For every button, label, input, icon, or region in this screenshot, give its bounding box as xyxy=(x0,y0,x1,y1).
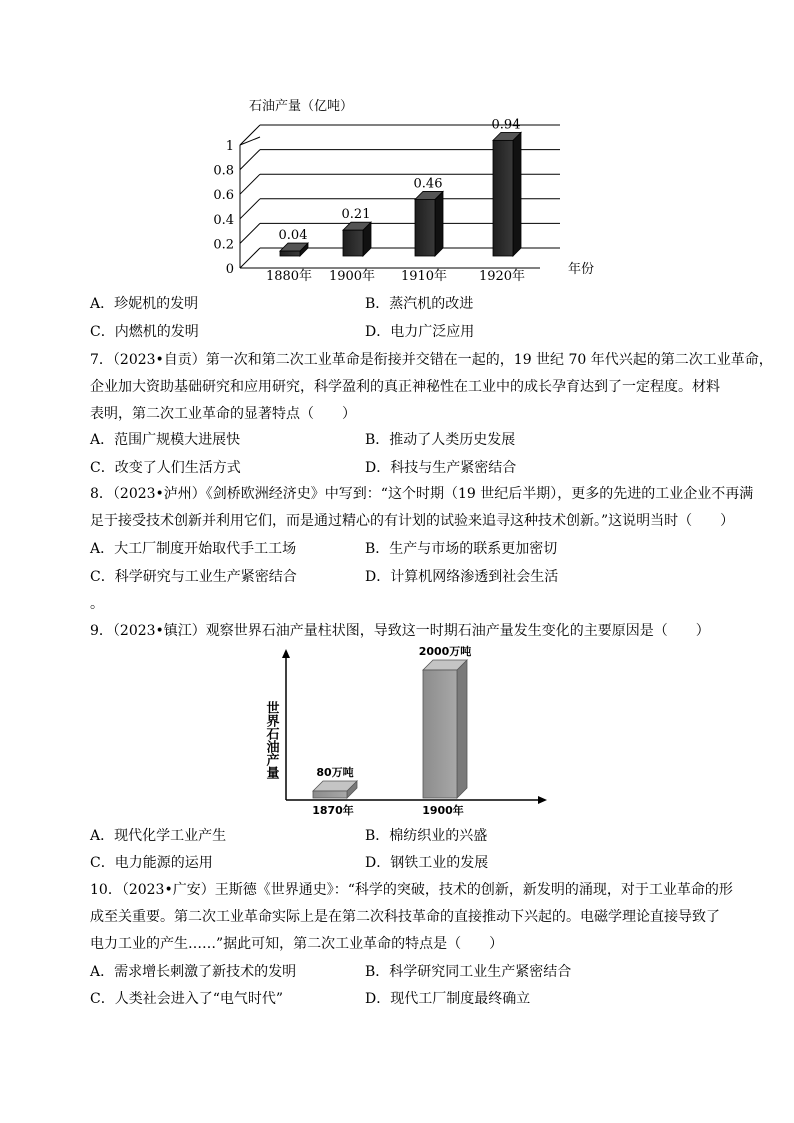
q8-option-c[interactable]: C．科学研究与工业生产紧密结合 xyxy=(90,569,297,585)
q7-option-a[interactable]: A．范围广规模大进展快 xyxy=(90,432,241,448)
chart1-gridline-depth xyxy=(240,150,260,170)
chart2-bar xyxy=(313,781,357,798)
chart1-xlabel: 年份 xyxy=(568,262,595,277)
q10-option-a[interactable]: A．需求增长刺激了新技术的发明 xyxy=(90,964,297,980)
q7-stem-line-3: 表明，第二次工业革命的显著特点（ ） xyxy=(90,406,356,422)
q9-option-d[interactable]: D．钢铁工业的发展 xyxy=(365,855,489,871)
chart1-bar xyxy=(493,132,521,256)
q10-option-b[interactable]: B．科学研究同工业生产紧密结合 xyxy=(365,964,572,980)
chart1-bar xyxy=(343,222,371,256)
q8-option-a[interactable]: A．大工厂制度开始取代手工工场 xyxy=(90,541,297,557)
chart1-value-label: 0.04 xyxy=(278,228,308,244)
chart1-gridline-depth xyxy=(240,199,260,219)
chart1-ytick-label: 0.8 xyxy=(213,163,234,179)
q10-stem-line-1: 10．（2023•广安）王斯德《世界通史》：“科学的突破，技术的创新，新发明的涌现，对于工业革命的形 xyxy=(90,882,733,898)
chart1-bar-front xyxy=(493,140,513,256)
q7-stem-line-1: 7．（2023•自贡）第一次和第二次工业革命是衔接并交错在一起的，19 世纪 70 年代兴起的第二次工业革命， xyxy=(90,352,773,368)
oil-output-chart xyxy=(200,88,620,293)
chart1-ytick-label: 0.2 xyxy=(213,237,234,253)
chart2-y-axis-arrow xyxy=(282,649,290,658)
q10-stem-line-2: 成至关重要。第二次工业革命实际上是在第二次科技革命的直接推动下兴起的。电磁学理论直接导致了 xyxy=(90,909,720,925)
chart2-ylabel: 世界石油产量 xyxy=(263,701,279,779)
q6-option-b[interactable]: B．蒸汽机的改进 xyxy=(365,296,474,312)
chart1-bar-front xyxy=(343,230,363,256)
q9-stem-line-1: 9．（2023•镇江）观察世界石油产量柱状图，导致这一时期石油产量发生变化的主要原因是（ ） xyxy=(90,623,710,639)
chart1-bar xyxy=(415,191,443,256)
q9-option-b[interactable]: B．棉纺织业的兴盛 xyxy=(365,828,488,844)
chart1-ytick-label: 0.4 xyxy=(213,212,234,228)
chart1-bar-front xyxy=(280,251,300,256)
q7-stem-line-2: 企业加大资助基础研究和应用研究，科学盈利的真正神秘性在工业中的成长孕育达到了一定程度。材料 xyxy=(90,379,720,395)
q7-option-b[interactable]: B．推动了人类历史发展 xyxy=(365,432,516,448)
q8-stem-line-1: 8．（2023•泸州）《剑桥欧洲经济史》中写到：“这个时期（19 世纪后半期），更多的先进的工业企业不再满 xyxy=(90,486,754,502)
q8-trailing-mark: 。 xyxy=(90,596,104,612)
q10-option-c[interactable]: C．人类社会进入了“电气时代” xyxy=(90,991,284,1007)
chart2-bar-side xyxy=(457,660,467,798)
q10-stem-line-3: 电力工业的产生……”据此可知，第二次工业革命的特点是（ ） xyxy=(90,936,504,952)
chart1-bar-side xyxy=(513,132,521,256)
chart2-xtick-label: 1870年 xyxy=(312,804,354,817)
q9-option-a[interactable]: A．现代化学工业产生 xyxy=(90,828,227,844)
q8-option-b[interactable]: B．生产与市场的联系更加密切 xyxy=(365,541,558,557)
chart2-x-axis-arrow xyxy=(538,796,547,804)
q7-option-d[interactable]: D．科技与生产紧密结合 xyxy=(365,460,517,476)
chart1-bar xyxy=(280,243,308,256)
chart1-ytick-label: 0.6 xyxy=(213,188,234,204)
chart1-ylabel: 石油产量（亿吨） xyxy=(249,99,354,114)
q7-option-c[interactable]: C．改变了人们生活方式 xyxy=(90,460,241,476)
chart2-bar-front xyxy=(423,670,457,798)
chart1-xtick-label: 1910年 xyxy=(400,269,448,284)
chart1-bar-front xyxy=(415,199,435,256)
q6-option-a[interactable]: A．珍妮机的发明 xyxy=(90,296,199,312)
chart1-gridline-depth xyxy=(240,174,260,194)
chart2-value-label: 2000万吨 xyxy=(418,645,472,658)
world-oil-output-chart xyxy=(255,645,555,820)
q8-option-d[interactable]: D．计算机网络渗透到社会生活 xyxy=(365,569,559,585)
q8-stem-line-2: 足于接受技术创新并利用它们，而是通过精心的有计划的试验来追寻这种技术创新。”这说明当时（ ） xyxy=(90,513,735,529)
chart1-ytick-label: 1 xyxy=(225,139,234,154)
chart2-value-label: 80万吨 xyxy=(316,766,354,779)
chart1-value-label: 0.94 xyxy=(491,117,521,133)
chart1-gridline-depth xyxy=(240,125,260,145)
chart1-left-wall-top xyxy=(240,137,260,145)
chart2-bar-front xyxy=(313,791,347,798)
chart1-bar-side xyxy=(435,191,443,256)
chart1-value-label: 0.21 xyxy=(341,207,371,223)
q10-option-d[interactable]: D．现代工厂制度最终确立 xyxy=(365,991,531,1007)
chart1-gridline-depth xyxy=(240,223,260,243)
chart2-bar xyxy=(423,660,467,798)
chart1-xtick-label: 1900年 xyxy=(328,269,376,284)
chart1-xtick-label: 1880年 xyxy=(265,269,313,284)
chart1-xtick-label: 1920年 xyxy=(478,269,526,284)
chart1-value-label: 0.46 xyxy=(413,176,443,192)
chart2-xtick-label: 1900年 xyxy=(422,804,464,817)
q6-option-c[interactable]: C．内燃机的发明 xyxy=(90,324,199,340)
q6-option-d[interactable]: D．电力广泛应用 xyxy=(365,324,475,340)
q9-option-c[interactable]: C．电力能源的运用 xyxy=(90,855,213,871)
chart1-gridline-depth xyxy=(240,248,260,268)
chart1-ytick-label: 0 xyxy=(225,262,234,277)
